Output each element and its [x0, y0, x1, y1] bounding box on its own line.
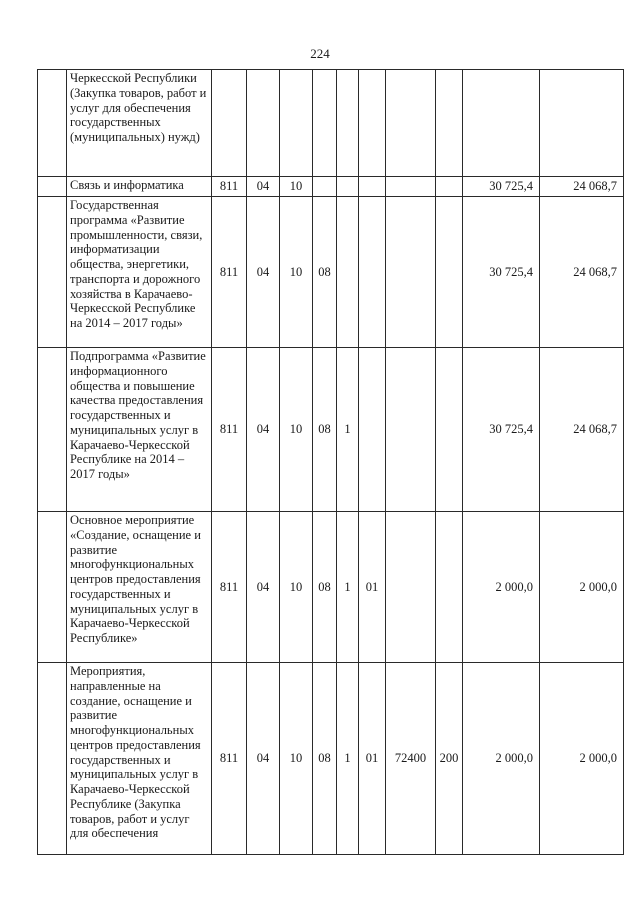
- row-name: Черкесской Республики (Закупка товаров, работ и услуг для обеспечения государственных (муниципальных) нужд): [67, 70, 212, 177]
- cell-ministry: 811: [212, 348, 247, 512]
- cell-program: 08: [313, 197, 337, 348]
- cell-subprogram: 1: [337, 663, 359, 855]
- cell-direction: [386, 177, 436, 197]
- cell-subsection: 10: [280, 512, 313, 663]
- cell-expense-type: [436, 177, 463, 197]
- cell-direction: [386, 197, 436, 348]
- cell-program: 08: [313, 512, 337, 663]
- cell-amount-2: 24 068,7: [540, 197, 624, 348]
- table-row: [38, 348, 624, 512]
- cell-program: 08: [313, 663, 337, 855]
- cell-expense-type: 200: [436, 663, 463, 855]
- table-row: [38, 70, 624, 177]
- cell-amount-2: 24 068,7: [540, 348, 624, 512]
- cell-program: [313, 177, 337, 197]
- cell-ministry: 811: [212, 197, 247, 348]
- cell-direction: [386, 348, 436, 512]
- cell-expense-type: [436, 512, 463, 663]
- row-name: Мероприятия, направленные на создание, оснащение и развитие многофункциональных центров предоставления государственных и муниципальных услуг в Карачаево-Черкесской Республике (Закупка товаров, работ и услуг для обеспечения: [67, 663, 212, 855]
- cell-amount-2: 2 000,0: [540, 512, 624, 663]
- cell-section: 04: [247, 348, 280, 512]
- cell-direction: [386, 512, 436, 663]
- cell-subsection: 10: [280, 197, 313, 348]
- cell-amount-1: 2 000,0: [463, 512, 540, 663]
- row-index-cell: [38, 177, 67, 197]
- row-index-cell: [38, 663, 67, 855]
- cell-ministry: 811: [212, 663, 247, 855]
- cell-amount-1: 30 725,4: [463, 177, 540, 197]
- table-row: [38, 512, 624, 663]
- table-row: [38, 177, 624, 197]
- cell-amount-2: 24 068,7: [540, 177, 624, 197]
- cell-amount-1: [463, 70, 540, 177]
- page-number: 224: [310, 46, 330, 61]
- cell-ministry: 811: [212, 512, 247, 663]
- row-index-cell: [38, 512, 67, 663]
- cell-activity: [359, 197, 386, 348]
- cell-subprogram: 1: [337, 512, 359, 663]
- table-row: [38, 663, 624, 855]
- cell-section: 04: [247, 197, 280, 348]
- row-index-cell: [38, 70, 67, 177]
- cell-subprogram: [337, 197, 359, 348]
- cell-expense-type: [436, 70, 463, 177]
- cell-subprogram: [337, 177, 359, 197]
- row-name: Государственная программа «Развитие промышленности, связи, информатизации общества, энергетики, транспорта и дорожного хозяйства в Карачаево-Черкесской Республике на 2014 – 2017 годы»: [67, 197, 212, 348]
- cell-activity: 01: [359, 512, 386, 663]
- cell-subsection: 10: [280, 348, 313, 512]
- cell-expense-type: [436, 348, 463, 512]
- cell-amount-1: 2 000,0: [463, 663, 540, 855]
- cell-section: 04: [247, 512, 280, 663]
- table-row: [38, 197, 624, 348]
- cell-amount-1: 30 725,4: [463, 197, 540, 348]
- cell-expense-type: [436, 197, 463, 348]
- cell-subsection: [280, 70, 313, 177]
- cell-section: [247, 70, 280, 177]
- cell-subprogram: 1: [337, 348, 359, 512]
- row-index-cell: [38, 348, 67, 512]
- row-name: Основное мероприятие «Создание, оснащение и развитие многофункциональных центров предоставления государственных и муниципальных услуг в Карачаево-Черкесской Республике»: [67, 512, 212, 663]
- cell-section: 04: [247, 177, 280, 197]
- cell-subsection: 10: [280, 177, 313, 197]
- row-index-cell: [38, 197, 67, 348]
- cell-activity: [359, 348, 386, 512]
- budget-table: [37, 69, 624, 855]
- row-name: Связь и информатика: [67, 177, 212, 197]
- cell-amount-2: 2 000,0: [540, 663, 624, 855]
- cell-amount-2: [540, 70, 624, 177]
- cell-ministry: 811: [212, 177, 247, 197]
- cell-ministry: [212, 70, 247, 177]
- cell-direction: 72400: [386, 663, 436, 855]
- cell-program: 08: [313, 348, 337, 512]
- cell-activity: [359, 177, 386, 197]
- cell-subprogram: [337, 70, 359, 177]
- cell-section: 04: [247, 663, 280, 855]
- cell-direction: [386, 70, 436, 177]
- cell-subsection: 10: [280, 663, 313, 855]
- cell-activity: [359, 70, 386, 177]
- cell-activity: 01: [359, 663, 386, 855]
- cell-amount-1: 30 725,4: [463, 348, 540, 512]
- row-name: Подпрограмма «Развитие информационного общества и повышение качества предоставления государственных и муниципальных услуг в Карачаево-Черкесской Республике на 2014 – 2017 годы»: [67, 348, 212, 512]
- cell-program: [313, 70, 337, 177]
